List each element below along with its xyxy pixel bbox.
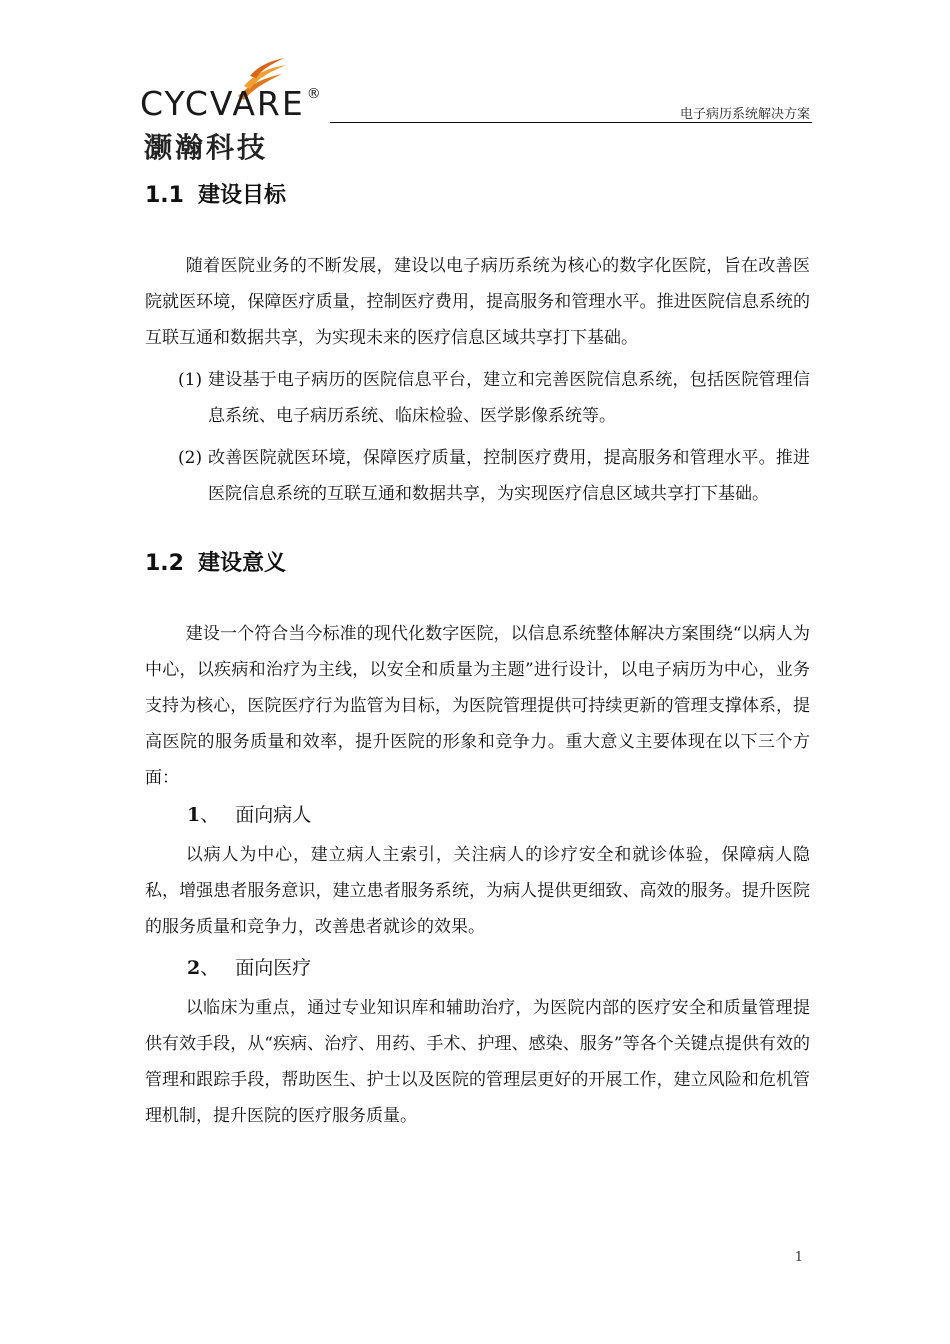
section-number: 1.1 [145,183,184,208]
page-content [145,178,810,1134]
list-item [145,440,810,512]
company-logo [140,56,330,164]
goals-list [145,362,810,512]
goals-intro-paragraph: 随着医院业务的不断发展，建设以电子病历系统为核心的数字化医院，旨在改善医院就医环境，保障医疗质量，控制医疗费用，提高服务和管理水平。推进医院信息系统的互联互通和数据共享，为实现未来的医疗信息区域共享打下基础。 [145,256,810,348]
section-heading-significance [145,546,810,582]
list-item-text: 改善医院就医环境，保障医疗质量，控制医疗费用，提高服务和管理水平。推进医院信息系统的互联互通和数据共享，为实现医疗信息区域共享打下基础。 [208,448,810,504]
section-number: 1.2 [145,551,184,576]
section-title: 建设目标 [197,183,286,208]
section-title: 建设意义 [197,551,286,576]
patient-paragraph: 以病人为中心，建立病人主索引，关注病人的诊疗安全和就诊体验，保障病人隐私，增强患者服务意识，建立患者服务系统，为病人提供更细致、高效的服务。提升医院的服务质量和竞争力，改善患者就诊的效果。 [145,845,810,937]
section-heading-goals [145,178,810,214]
page-header [0,0,950,164]
page-number: 1 [794,1250,803,1265]
list-item-text: 建设基于电子病历的医院信息平台，建立和完善医院信息系统，包括医院管理信息系统、电子病历系统、临床检验、医学影像系统等。 [208,370,810,426]
medical-paragraph: 以临床为重点，通过专业知识库和辅助治疗，为医院内部的医疗安全和质量管理提供有效手段，从“疾病、治疗、用药、手术、护理、感染、服务”等各个关键点提供有效的管理和跟踪手段，帮助医生、护士以及医院的管理层更好的开展工作，建立风险和危机管理机制，提升医院的医疗服务质量。 [145,998,810,1126]
document-title: 电子病历系统解决方案 [679,107,810,122]
header-divider [330,122,812,123]
subheading-medical: 2、 面向医疗 [187,957,312,979]
subheading-patient: 1、 面向病人 [187,804,312,826]
list-marker: (2) [178,448,203,468]
list-item [145,362,810,434]
significance-intro-paragraph: 建设一个符合当今标准的现代化数字医院，以信息系统整体解决方案围绕“以病人为中心，以疾病和治疗为主线，以安全和质量为主题”进行设计，以电子病历为中心，业务支持为核心，医院医疗行为监管为目标，为医院管理提供可持续更新的管理支撑体系，提高医院的服务质量和效率，提升医院的形象和竞争力。重大意义主要体现在以下三个方面： [145,624,810,788]
list-marker: (1) [178,370,203,390]
logo-wordmark: CYCVARE ® [140,84,323,123]
logo-chinese-name: 灏瀚科技 [144,131,269,164]
